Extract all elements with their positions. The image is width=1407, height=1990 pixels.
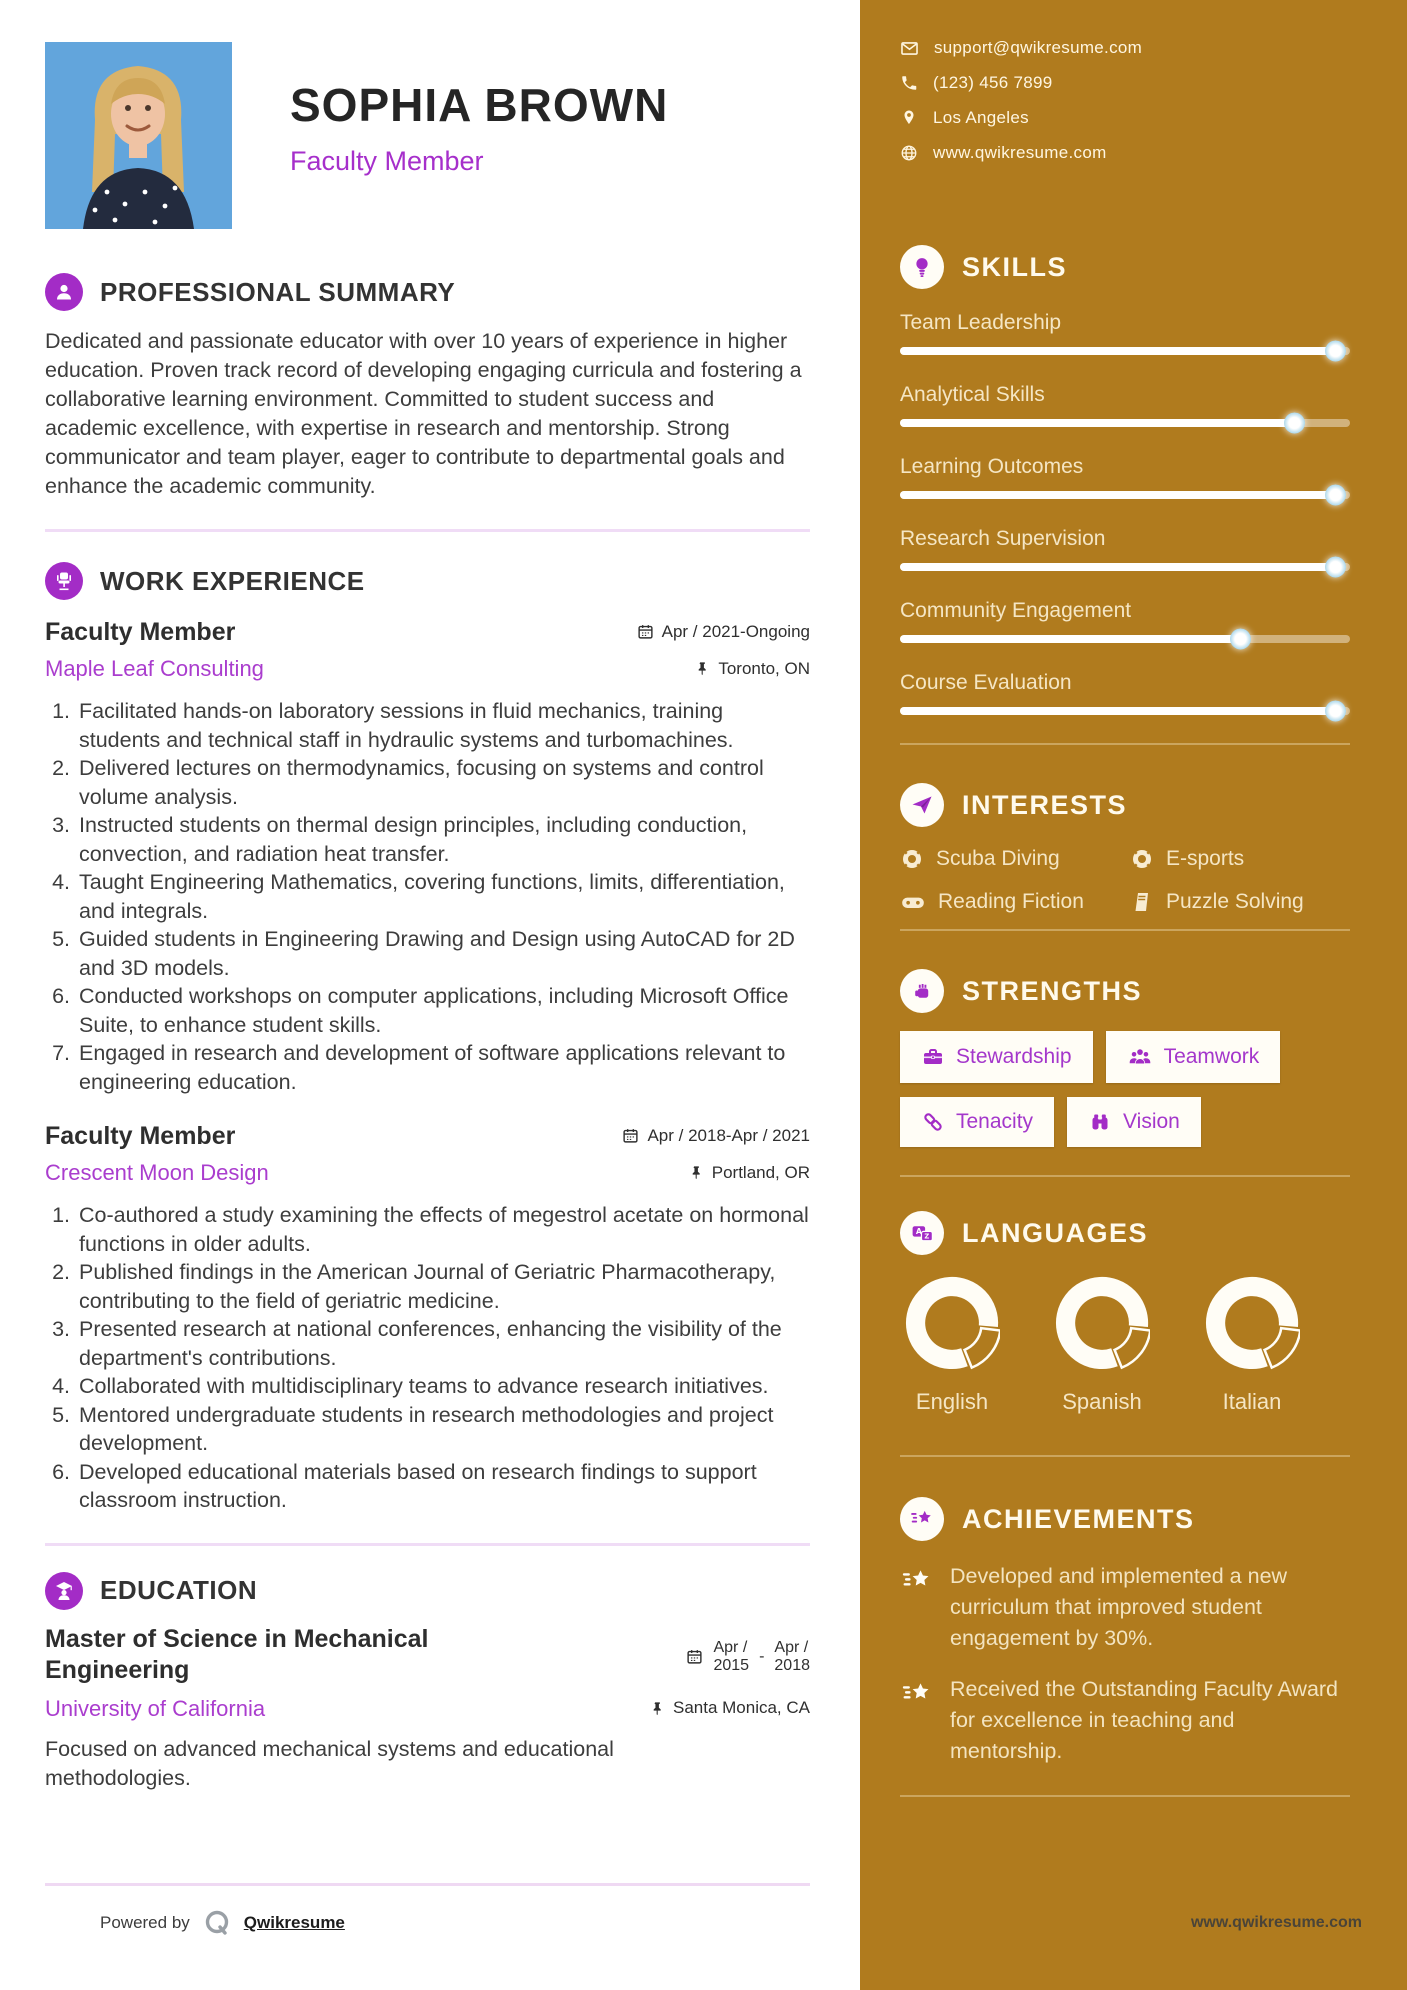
interest-item: Scuba Diving [900, 847, 1130, 871]
skill-slider [900, 635, 1350, 643]
shooting-star-icon [900, 1564, 934, 1598]
lightbulb-icon [900, 245, 944, 289]
calendar-icon [686, 1648, 703, 1665]
contact-website-row [900, 143, 1350, 163]
skill-slider-knob[interactable] [1325, 485, 1346, 506]
skill-item: Team Leadership [900, 311, 1350, 355]
skills-heading: SKILLS [962, 251, 1068, 282]
section-education [45, 1572, 810, 1793]
skill-slider-knob[interactable] [1230, 629, 1251, 650]
qwikresume-logo-icon [202, 1908, 232, 1938]
translate-icon [900, 1211, 944, 1255]
job-bullet: 3. Presented research at national conferences, enhancing the visibility of the department's contributions. [76, 1315, 810, 1372]
shooting-star-icon [900, 1677, 934, 1711]
job-entry [45, 618, 810, 1096]
contact-phone-row [900, 73, 1350, 93]
person-title: Faculty Member [290, 146, 484, 176]
divider [900, 1455, 1350, 1457]
briefcase-icon [921, 1045, 945, 1069]
skill-item: Learning Outcomes [900, 455, 1350, 499]
skill-item: Analytical Skills [900, 383, 1350, 427]
name-block [290, 42, 668, 177]
right-column [860, 0, 1407, 1990]
job-bullet: 4. Collaborated with multidisciplinary teams to advance research initiatives. [76, 1372, 810, 1401]
job-bullet: 6. Conducted workshops on computer applications, including Microsoft Office Suite, to enhance student skills. [76, 982, 810, 1039]
summary-heading: PROFESSIONAL SUMMARY [100, 276, 456, 307]
job-bullet: 4. Taught Engineering Mathematics, covering functions, limits, differentiation, and integrals. [76, 868, 810, 925]
paper-plane-icon [900, 783, 944, 827]
job-bullet: 5. Mentored undergraduate students in research methodologies and project development. [76, 1401, 810, 1458]
languages-section-header [900, 1211, 1350, 1255]
section-achievements [900, 1497, 1350, 1797]
language-name: Spanish [1062, 1389, 1142, 1414]
skill-slider [900, 419, 1350, 427]
section-work-experience [45, 562, 810, 1515]
work-section-header [45, 562, 810, 600]
strengths-heading: STRENGTHS [962, 975, 1143, 1006]
education-description: Focused on advanced mechanical systems and educational methodologies. [45, 1736, 614, 1790]
interest-item: E-sports [1130, 847, 1350, 871]
language-donut-chart [1054, 1275, 1150, 1371]
language-item [1204, 1275, 1300, 1415]
interest-item: Puzzle Solving [1130, 889, 1350, 915]
education-section-header [45, 1572, 810, 1610]
strengths-section-header [900, 969, 1350, 1013]
footer-divider [45, 1883, 810, 1886]
interests-section-header [900, 783, 1350, 827]
strength-chip: Vision [1067, 1097, 1201, 1147]
location-pin-icon [900, 109, 918, 127]
education-heading: EDUCATION [100, 1575, 258, 1605]
job-bullet: 1. Co-authored a study examining the effects of megestrol acetate on hormonal functions in older adults. [76, 1201, 810, 1258]
job-bullet: 3. Instructed students on thermal design principles, including conduction, convection, and radiation heat transfer. [76, 811, 810, 868]
calendar-icon [622, 1127, 639, 1144]
company-name: Maple Leaf Consulting [45, 656, 264, 681]
shooting-star-icon [900, 1497, 944, 1541]
svg-text:Z: Z [923, 1232, 929, 1241]
job-bullet: 1. Facilitated hands-on laboratory sessions in fluid mechanics, training students and technical staff in hydraulic systems and turbomachines. [76, 697, 810, 754]
person-icon [45, 273, 83, 311]
resume-header [45, 42, 810, 229]
language-name: Italian [1222, 1389, 1282, 1414]
team-icon [1127, 1044, 1153, 1070]
footer-website: www.qwikresume.com [1190, 1914, 1362, 1931]
date-separator: - [759, 1647, 765, 1665]
contact-location-row [900, 108, 1350, 128]
phone-icon [900, 74, 918, 92]
languages-heading: LANGUAGES [962, 1217, 1149, 1248]
skill-slider [900, 347, 1350, 355]
degree-name: Master of Science in Mechanical Engineering [45, 1624, 429, 1684]
office-chair-icon [45, 562, 83, 600]
contact-email: support@qwikresume.com [934, 38, 1143, 57]
pushpin-icon [695, 661, 710, 676]
section-professional-summary [45, 273, 810, 501]
job-bullet: 6. Developed educational materials based on research findings to support classroom instruction. [76, 1458, 810, 1515]
section-interests [900, 783, 1350, 915]
achievement-item: Developed and implemented a new curriculum that improved student engagement by 30%. [900, 1561, 1350, 1654]
binoculars-icon [1088, 1110, 1112, 1134]
envelope-icon [900, 39, 919, 58]
language-item [1054, 1275, 1150, 1415]
interest-item: Reading Fiction [900, 889, 1130, 915]
company-name: Crescent Moon Design [45, 1160, 269, 1185]
profile-photo [45, 42, 232, 229]
job-entry [45, 1122, 810, 1515]
pushpin-icon [650, 1701, 665, 1716]
divider [900, 743, 1350, 745]
skills-section-header [900, 245, 1350, 289]
person-name: SOPHIA BROWN [290, 79, 669, 131]
lifebuoy-icon [1130, 847, 1154, 871]
divider [45, 1543, 810, 1546]
skill-slider-knob[interactable] [1325, 341, 1346, 362]
education-location: Santa Monica, CA [650, 1698, 810, 1718]
skill-item: Course Evaluation [900, 671, 1350, 715]
strength-chip: Tenacity [900, 1097, 1054, 1147]
gamepad-icon [900, 889, 926, 915]
divider [900, 1795, 1350, 1797]
left-footer [45, 1883, 810, 1938]
book-icon [1130, 890, 1154, 914]
skill-slider-knob[interactable] [1325, 557, 1346, 578]
job-bullet-list [45, 697, 810, 1096]
divider [45, 529, 810, 532]
section-strengths [900, 969, 1350, 1161]
language-donut-chart [1204, 1275, 1300, 1371]
job-bullet: 2. Delivered lectures on thermodynamics, focusing on systems and control volume analysis. [76, 754, 810, 811]
job-dates: Apr / 2021-Ongoing [637, 622, 810, 642]
achievements-section-header [900, 1497, 1350, 1541]
skill-item: Research Supervision [900, 527, 1350, 571]
contact-location: Los Angeles [933, 108, 1029, 127]
divider [900, 1175, 1350, 1177]
job-location: Portland, OR [689, 1163, 810, 1183]
language-name: English [915, 1389, 989, 1414]
contact-email-row [900, 38, 1350, 58]
summary-text: Dedicated and passionate educator with over 10 years of experience in higher education. Proven track record of developing engaging curricula and fostering a collaborative learning environment. Committed to student success and academic excellence, with expertise in research and mentorship. Strong communicator and team player, eager to contribute to departmental goals and enhance the academic community. [45, 329, 802, 498]
work-heading: WORK EXPERIENCE [100, 565, 365, 596]
strength-chip: Teamwork [1106, 1031, 1281, 1083]
powered-by-label: Powered by [100, 1913, 190, 1932]
job-bullet: 2. Published findings in the American Journal of Geriatric Pharmacotherapy, contributing to the field of geriatric medicine. [76, 1258, 810, 1315]
job-bullet: 5. Guided students in Engineering Drawing and Design using AutoCAD for 2D and 3D models. [76, 925, 810, 982]
achievement-item: Received the Outstanding Faculty Award for excellence in teaching and mentorship. [900, 1674, 1350, 1767]
summary-section-header [45, 273, 810, 311]
qwikresume-link[interactable]: Qwikresume [243, 1913, 345, 1932]
strength-chip: Stewardship [900, 1031, 1093, 1083]
globe-icon [900, 144, 918, 162]
fist-icon [900, 969, 944, 1013]
divider [900, 929, 1350, 931]
calendar-icon [637, 623, 654, 640]
language-item [904, 1275, 1000, 1415]
pushpin-icon [689, 1165, 704, 1180]
section-languages [900, 1211, 1350, 1415]
contact-website: www.qwikresume.com [933, 143, 1107, 162]
contact-block [900, 38, 1350, 163]
achievements-heading: ACHIEVEMENTS [962, 1503, 1195, 1534]
skill-slider-knob[interactable] [1284, 413, 1305, 434]
language-donut-chart [904, 1275, 1000, 1371]
skill-slider [900, 491, 1350, 499]
skill-slider [900, 563, 1350, 571]
job-location: Toronto, ON [695, 659, 810, 679]
graduate-icon [45, 1572, 83, 1610]
job-dates: Apr / 2018-Apr / 2021 [622, 1126, 810, 1146]
job-title: Faculty Member [45, 1122, 236, 1150]
job-bullet-list [45, 1201, 810, 1515]
svg-text:A: A [915, 1226, 922, 1236]
skill-slider-knob[interactable] [1325, 701, 1346, 722]
job-bullet: 7. Engaged in research and development of software applications relevant to engineering education. [76, 1039, 810, 1096]
interests-heading: INTERESTS [962, 789, 1128, 820]
job-title: Faculty Member [45, 618, 236, 646]
section-skills [900, 245, 1350, 715]
chain-link-icon [921, 1110, 945, 1134]
education-dates: Apr / 2015 - Apr / 2018 [686, 1624, 810, 1686]
contact-phone: (123) 456 7899 [933, 73, 1053, 92]
skill-item: Community Engagement [900, 599, 1350, 643]
lifebuoy-icon [900, 847, 924, 871]
school-name: University of California [45, 1695, 266, 1721]
skill-slider [900, 707, 1350, 715]
